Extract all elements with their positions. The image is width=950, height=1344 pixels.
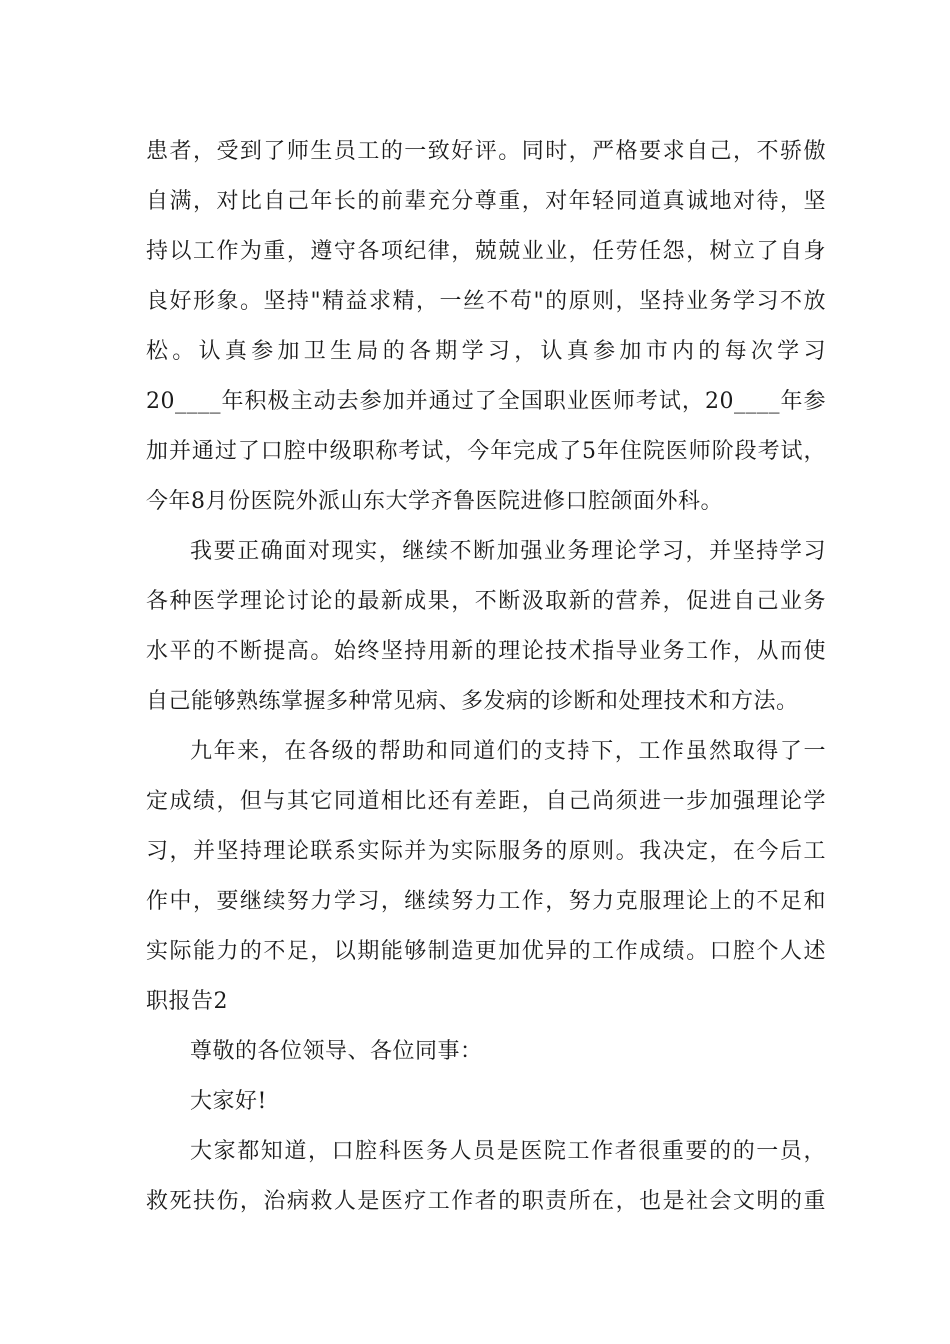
- text-line: 水平的不断提高。始终坚持用新的理论技术指导业务工作，从而使: [146, 639, 826, 664]
- text-line: 患者，受到了师生员工的一致好评。同时，严格要求自己，不骄傲: [146, 139, 826, 164]
- text-line: 作中，要继续努力学习，继续努力工作，努力克服理论上的不足和: [146, 889, 826, 914]
- text-line: 定成绩，但与其它同道相比还有差距，自己尚须进一步加强理论学: [146, 789, 826, 814]
- text-line: 20____年积极主动去参加并通过了全国职业医师考试，20____年参: [146, 389, 826, 414]
- paragraph-first-line: 我要正确面对现实，继续不断加强业务理论学习，并坚持学习: [190, 539, 826, 564]
- greeting: 大家好!: [190, 1089, 267, 1114]
- text-line: 加并通过了口腔中级职称考试，今年完成了5年住院医师阶段考试，: [146, 439, 826, 464]
- text-line: 松。认真参加卫生局的各期学习，认真参加市内的每次学习: [146, 339, 826, 364]
- paragraph-first-line: 九年来，在各级的帮助和同道们的支持下，工作虽然取得了一: [190, 739, 826, 764]
- text-line: 习，并坚持理论联系实际并为实际服务的原则。我决定，在今后工: [146, 839, 826, 864]
- text-line: 实际能力的不足，以期能够制造更加优异的工作成绩。口腔个人述: [146, 939, 826, 964]
- text-line: 自满，对比自己年长的前辈充分尊重，对年轻同道真诚地对待，坚: [146, 189, 826, 214]
- text-line: 良好形象。坚持"精益求精，一丝不苟"的原则，坚持业务学习不放: [146, 289, 826, 314]
- salutation: 尊敬的各位领导、各位同事：: [190, 1039, 483, 1064]
- text-line: 各种医学理论讨论的最新成果，不断汲取新的营养，促进自己业务: [146, 589, 826, 614]
- text-line: 持以工作为重，遵守各项纪律，兢兢业业，任劳任怨，树立了自身: [146, 239, 826, 264]
- section-title: 职报告2: [146, 989, 228, 1014]
- text-line: 今年8月份医院外派山东大学齐鲁医院进修口腔颌面外科。: [146, 489, 723, 514]
- text-line: 自己能够熟练掌握多种常见病、多发病的诊断和处理技术和方法。: [146, 689, 799, 714]
- paragraph-first-line: 大家都知道，口腔科医务人员是医院工作者很重要的的一员，: [190, 1139, 826, 1164]
- text-line: 救死扶伤，治病救人是医疗工作者的职责所在，也是社会文明的重: [146, 1189, 826, 1214]
